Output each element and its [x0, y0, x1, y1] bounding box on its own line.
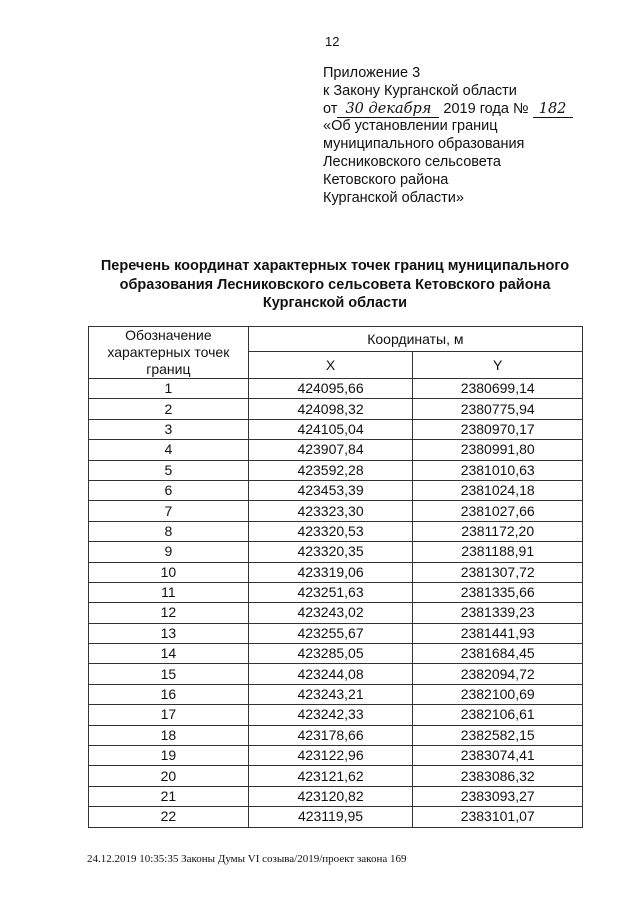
- y-coordinate-cell: 2382094,72: [413, 664, 583, 684]
- footer-stamp: 24.12.2019 10:35:35 Законы Думы VI созыва/2019/проект закона 169: [87, 853, 407, 865]
- appendix-block: [323, 65, 573, 207]
- point-number-cell: 1: [89, 379, 249, 399]
- y-coordinate-cell: 2381684,45: [413, 644, 583, 664]
- y-coordinate-cell: 2383093,27: [413, 786, 583, 806]
- table-row: [89, 644, 583, 664]
- x-coordinate-cell: 424095,66: [248, 379, 413, 399]
- x-coordinate-cell: 423244,08: [248, 664, 413, 684]
- x-coordinate-cell: 424105,04: [248, 419, 413, 439]
- point-number-cell: 10: [89, 562, 249, 582]
- y-coordinate-cell: 2380970,17: [413, 419, 583, 439]
- document-title: [70, 257, 600, 313]
- point-number-cell: 8: [89, 521, 249, 541]
- table-row: [89, 725, 583, 745]
- table-row: [89, 766, 583, 786]
- x-coordinate-cell: 423119,95: [248, 807, 413, 827]
- point-number-cell: 16: [89, 684, 249, 704]
- x-coordinate-cell: 423243,21: [248, 684, 413, 704]
- point-number-cell: 2: [89, 399, 249, 419]
- appendix-law-ref: к Закону Курганской области: [323, 82, 517, 99]
- table-body: [89, 379, 583, 828]
- point-number-cell: 7: [89, 501, 249, 521]
- table-row: [89, 664, 583, 684]
- header-point-designation: Обозначение характерных точек границ: [89, 327, 249, 379]
- point-number-cell: 13: [89, 623, 249, 643]
- table-row: [89, 542, 583, 562]
- header-coordinates: Координаты, м: [248, 327, 582, 352]
- x-coordinate-cell: 423178,66: [248, 725, 413, 745]
- x-coordinate-cell: 423323,30: [248, 501, 413, 521]
- point-number-cell: 3: [89, 419, 249, 439]
- table-row: [89, 807, 583, 827]
- point-number-cell: 19: [89, 746, 249, 766]
- appendix-date-line: [323, 101, 573, 119]
- point-number-cell: 22: [89, 807, 249, 827]
- table-row: [89, 582, 583, 602]
- table-row: [89, 786, 583, 806]
- title-line: Курганской области: [262, 295, 408, 311]
- x-coordinate-cell: 423320,35: [248, 542, 413, 562]
- y-coordinate-cell: 2381024,18: [413, 480, 583, 500]
- point-number-cell: 18: [89, 725, 249, 745]
- header-x: X: [248, 352, 413, 379]
- point-number-cell: 11: [89, 582, 249, 602]
- x-coordinate-cell: 423120,82: [248, 786, 413, 806]
- x-coordinate-cell: 423122,96: [248, 746, 413, 766]
- point-number-cell: 4: [89, 440, 249, 460]
- y-coordinate-cell: 2383074,41: [413, 746, 583, 766]
- table-row: [89, 379, 583, 399]
- appendix-from-prefix: от: [323, 100, 338, 117]
- point-number-cell: 5: [89, 460, 249, 480]
- x-coordinate-cell: 424098,32: [248, 399, 413, 419]
- handwritten-date: 30 декабря: [337, 102, 439, 118]
- x-coordinate-cell: 423592,28: [248, 460, 413, 480]
- point-number-cell: 14: [89, 644, 249, 664]
- table-row: [89, 746, 583, 766]
- x-coordinate-cell: 423255,67: [248, 623, 413, 643]
- table-header-row: [89, 327, 583, 352]
- table-row: [89, 419, 583, 439]
- appendix-title: Приложение 3: [323, 65, 421, 81]
- y-coordinate-cell: 2381172,20: [413, 521, 583, 541]
- appendix-law-title-3: Лесниковского сельсовета: [323, 153, 501, 170]
- y-coordinate-cell: 2383086,32: [413, 766, 583, 786]
- y-coordinate-cell: 2380775,94: [413, 399, 583, 419]
- y-coordinate-cell: 2381441,93: [413, 623, 583, 643]
- point-number-cell: 15: [89, 664, 249, 684]
- table-row: [89, 705, 583, 725]
- appendix-law-title-2: муниципального образования: [323, 136, 525, 153]
- coordinates-table: [88, 326, 583, 828]
- table-row: [89, 684, 583, 704]
- y-coordinate-cell: 2380991,80: [413, 440, 583, 460]
- table-row: [89, 521, 583, 541]
- y-coordinate-cell: 2382582,15: [413, 725, 583, 745]
- appendix-law-title-4: Кетовского района: [323, 171, 449, 188]
- header-y: Y: [413, 352, 583, 379]
- y-coordinate-cell: 2382106,61: [413, 705, 583, 725]
- x-coordinate-cell: 423243,02: [248, 603, 413, 623]
- y-coordinate-cell: 2381188,91: [413, 542, 583, 562]
- table-row: [89, 603, 583, 623]
- point-number-cell: 20: [89, 766, 249, 786]
- y-coordinate-cell: 2381307,72: [413, 562, 583, 582]
- appendix-law-title-1: «Об установлении границ: [323, 118, 498, 135]
- table-row: [89, 399, 583, 419]
- table-row: [89, 623, 583, 643]
- appendix-year-text: 2019 года №: [443, 100, 529, 117]
- x-coordinate-cell: 423320,53: [248, 521, 413, 541]
- y-coordinate-cell: 2382100,69: [413, 684, 583, 704]
- point-number-cell: 6: [89, 480, 249, 500]
- table-row: [89, 480, 583, 500]
- page-number: 12: [325, 34, 340, 49]
- y-coordinate-cell: 2380699,14: [413, 379, 583, 399]
- table-row: [89, 440, 583, 460]
- x-coordinate-cell: 423242,33: [248, 705, 413, 725]
- title-line: образования Лесниковского сельсовета Кетовского района: [119, 276, 551, 293]
- y-coordinate-cell: 2381027,66: [413, 501, 583, 521]
- x-coordinate-cell: 423453,39: [248, 480, 413, 500]
- x-coordinate-cell: 423907,84: [248, 440, 413, 460]
- y-coordinate-cell: 2381339,23: [413, 603, 583, 623]
- x-coordinate-cell: 423251,63: [248, 582, 413, 602]
- point-number-cell: 17: [89, 705, 249, 725]
- point-number-cell: 9: [89, 542, 249, 562]
- table-row: [89, 460, 583, 480]
- x-coordinate-cell: 423319,06: [248, 562, 413, 582]
- point-number-cell: 21: [89, 786, 249, 806]
- y-coordinate-cell: 2381010,63: [413, 460, 583, 480]
- title-line: Перечень координат характерных точек границ муниципального: [100, 258, 570, 274]
- handwritten-law-number: 182: [533, 102, 573, 118]
- table-row: [89, 562, 583, 582]
- y-coordinate-cell: 2383101,07: [413, 807, 583, 827]
- point-number-cell: 12: [89, 603, 249, 623]
- appendix-law-title-5: Курганской области»: [323, 189, 464, 206]
- table-row: [89, 501, 583, 521]
- y-coordinate-cell: 2381335,66: [413, 582, 583, 602]
- x-coordinate-cell: 423121,62: [248, 766, 413, 786]
- x-coordinate-cell: 423285,05: [248, 644, 413, 664]
